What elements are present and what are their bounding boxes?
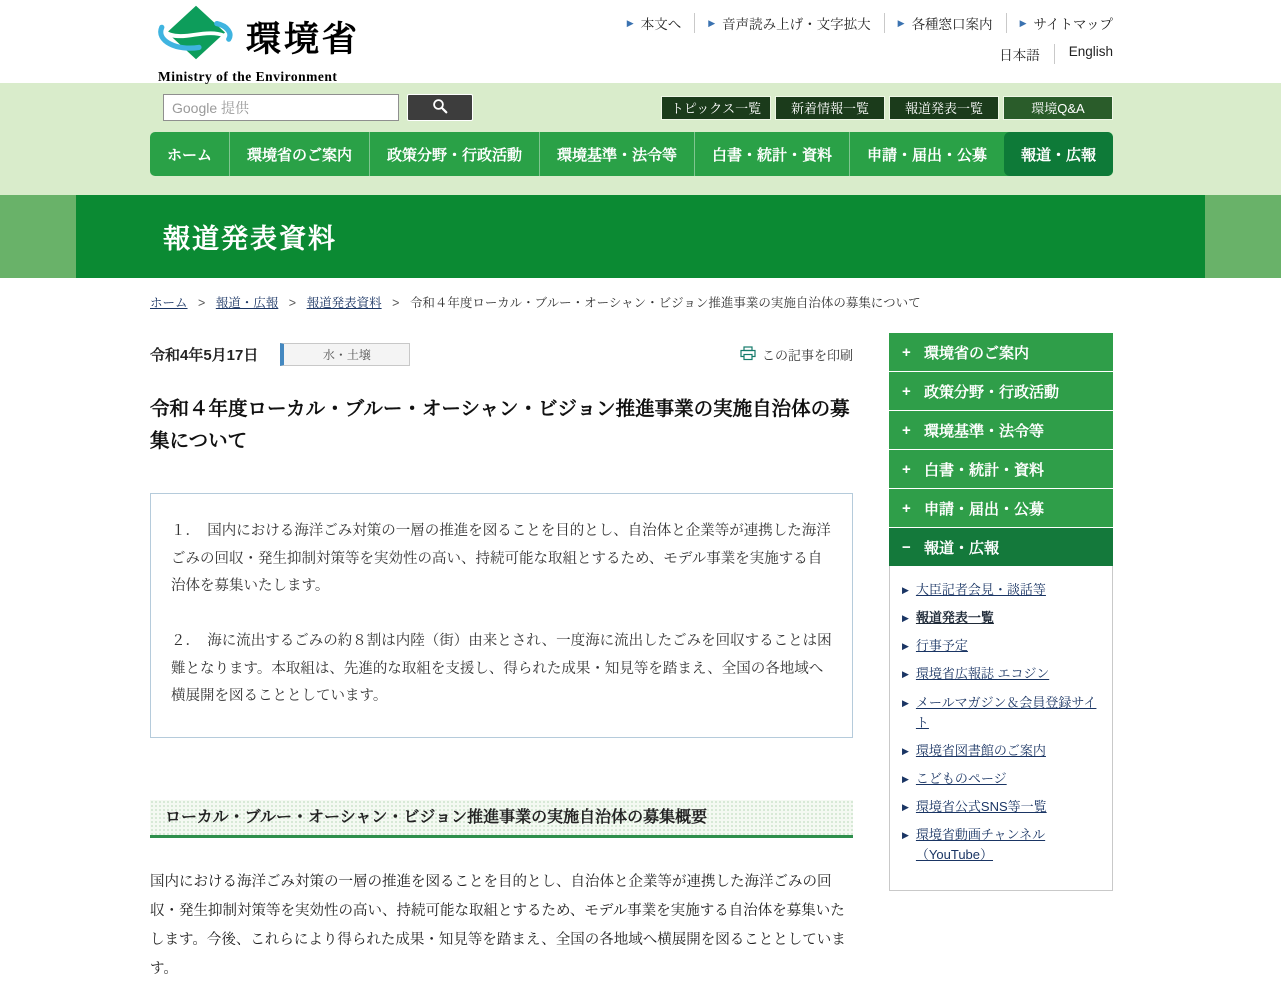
triangle-icon: ▶	[902, 641, 909, 652]
logo-kanji: 環境省	[246, 19, 361, 59]
press-release-list-button[interactable]: 報道発表一覧	[889, 96, 999, 120]
triangle-icon: ▶	[902, 669, 909, 680]
triangle-icon: ▶	[902, 585, 909, 595]
sidebar-category-label: 環境省のご案内	[924, 344, 1030, 362]
article-title: 令和４年度ローカル・ブルー・オーシャン・ビジョン推進事業の実施自治体の募集について	[150, 398, 850, 453]
utility-links	[614, 13, 1113, 33]
utility-link-voice[interactable]	[694, 13, 883, 33]
triangle-icon: ▶	[902, 802, 909, 813]
utility-link-label[interactable]: サイトマップ	[1033, 17, 1113, 32]
utility-link-sitemap[interactable]	[1006, 13, 1113, 33]
topics-list-button[interactable]: トピックス一覧	[661, 96, 771, 120]
quick-buttons	[661, 96, 1113, 120]
plus-icon: +	[902, 382, 911, 400]
page-title: 報道発表資料	[163, 224, 337, 254]
triangle-icon: ▶	[626, 17, 634, 28]
article-main	[150, 333, 853, 984]
breadcrumb-separator: >	[288, 296, 297, 310]
site-header	[0, 0, 1281, 83]
list-item[interactable]: ▶ 環境省動画チャンネル（YouTube）	[900, 825, 1104, 865]
nav-item-home[interactable]: ホーム	[166, 146, 212, 164]
breadcrumb-press-release[interactable]: 報道発表資料	[306, 296, 382, 310]
utility-link-madoguchi[interactable]	[884, 13, 1006, 33]
sidebar-category-policy[interactable]	[889, 372, 1113, 410]
moe-logo[interactable]	[158, 5, 360, 85]
list-item[interactable]: ▶ 報道発表一覧	[900, 608, 1104, 628]
main-navigation	[150, 132, 1113, 176]
breadcrumb-press[interactable]: 報道・広報	[215, 296, 279, 310]
list-item[interactable]: ▶ 大臣記者会見・談話等	[900, 580, 1104, 600]
minus-icon: −	[902, 538, 911, 556]
nav-item-applications[interactable]: 申請・届出・公募	[849, 132, 1004, 176]
nav-item-press[interactable]: 報道・広報	[1004, 132, 1113, 176]
triangle-icon: ▶	[902, 697, 909, 708]
triangle-icon: ▶	[897, 17, 905, 28]
summary-paragraph-2: ２． 海に流出するごみの約８割は内陸（街）由来とされ、一度海に流出したごみを回収することは困難となります。本取組は、先進的な取組を支援し、得られた成果・知見等を踏まえ、全国の各地域へ横展開を図ることとしています。	[171, 632, 832, 705]
sidebar-category-about[interactable]	[889, 333, 1113, 371]
printer-icon	[740, 346, 756, 364]
summary-box	[150, 493, 853, 737]
logo-english: Ministry of the Environment	[158, 69, 338, 84]
utility-link-label[interactable]: 音声読み上げ・文字拡大	[722, 17, 871, 32]
breadcrumb-current: 令和４年度ローカル・ブルー・オーシャン・ビジョン推進事業の実施自治体の募集について	[409, 296, 921, 310]
sidebar-category-label: 申請・届出・公募	[924, 500, 1045, 518]
sidebar-category-label: 政策分野・行政活動	[924, 383, 1060, 401]
search-icon	[432, 98, 448, 117]
breadcrumb-separator: >	[198, 296, 206, 310]
breadcrumb-home[interactable]: ホーム	[150, 296, 188, 310]
list-item[interactable]: ▶ 環境省公式SNS等一覧	[900, 797, 1104, 817]
list-item[interactable]: ▶ 環境省広報誌 エコジン	[900, 664, 1104, 684]
triangle-icon: ▶	[902, 830, 909, 841]
list-item[interactable]: ▶ こどものページ	[900, 769, 1104, 789]
nav-item-policy[interactable]: 政策分野・行政活動	[369, 132, 539, 176]
triangle-icon: ▶	[708, 17, 716, 28]
article-date: 令和4年5月17日	[150, 347, 259, 364]
utility-link-label[interactable]: 本文へ	[640, 17, 682, 32]
category-badge[interactable]: 水・土壌	[280, 343, 410, 366]
sidebar-sublinks	[889, 566, 1113, 891]
nav-item-whitepapers[interactable]: 白書・統計・資料	[694, 132, 849, 176]
triangle-icon: ▶	[1019, 17, 1027, 28]
plus-icon: +	[902, 460, 911, 478]
lang-japanese[interactable]: 日本語	[999, 48, 1040, 63]
sidebar-category-standards[interactable]	[889, 411, 1113, 449]
plus-icon: +	[902, 499, 911, 517]
site-search-input[interactable]	[163, 94, 399, 121]
language-switcher	[985, 44, 1113, 64]
list-item[interactable]: ▶ 行事予定	[900, 636, 1104, 656]
search-nav-band	[0, 83, 1281, 195]
utility-link-label[interactable]: 各種窓口案内	[911, 17, 993, 32]
section-heading: ローカル・ブルー・オーシャン・ビジョン推進事業の実施自治体の募集概要	[150, 800, 853, 838]
lang-english[interactable]: English	[1054, 44, 1113, 64]
list-item[interactable]: ▶ 環境省図書館のご案内	[900, 741, 1104, 761]
environment-qa-button[interactable]: 環境Q&A	[1003, 96, 1113, 120]
triangle-icon: ▶	[902, 613, 909, 624]
summary-paragraph-1: １． 国内における海洋ごみ対策の一層の推進を図ることを目的とし、自治体と企業等が連携した海洋ごみの回収・発生抑制対策等を実効性の高い、持続可能な取組とするため、モデル事業を実施する自治体を募集いたします。	[171, 523, 831, 595]
triangle-icon: ▶	[902, 773, 909, 784]
triangle-icon: ▶	[902, 745, 909, 756]
nav-item-about[interactable]: 環境省のご案内	[229, 132, 369, 176]
search-button[interactable]	[407, 94, 473, 121]
moe-logo-icon	[158, 5, 234, 68]
sidebar-category-label: 白書・統計・資料	[924, 461, 1045, 479]
plus-icon: +	[902, 343, 911, 361]
sidebar-category-label: 環境基準・法令等	[924, 422, 1045, 440]
section-body: 国内における海洋ごみ対策の一層の推進を図ることを目的とし、自治体と企業等が連携した海洋ごみの回収・発生抑制対策等を実効性の高い、持続可能な取組とするため、モデル事業を実施する自治体を募集いたします。今後、これらにより得られた成果・知見等を踏まえ、全国の各地域へ横展開を図ることとしています。	[150, 873, 846, 977]
utility-link-honbun[interactable]	[614, 13, 694, 33]
sidebar-category-press[interactable]	[889, 528, 1113, 566]
list-item[interactable]: ▶ メールマガジン＆会員登録サイト	[900, 693, 1104, 733]
breadcrumb	[150, 293, 1281, 311]
breadcrumb-separator: >	[392, 296, 400, 310]
page-banner	[0, 195, 1281, 278]
print-link-label: この記事を印刷	[761, 348, 853, 363]
nav-item-standards[interactable]: 環境基準・法令等	[539, 132, 694, 176]
sidebar-category-applications[interactable]	[889, 489, 1113, 527]
plus-icon: +	[902, 421, 911, 439]
print-article-link[interactable]	[740, 345, 853, 364]
new-info-list-button[interactable]: 新着情報一覧	[775, 96, 885, 120]
sidebar	[889, 333, 1113, 984]
sidebar-category-whitepapers[interactable]	[889, 450, 1113, 488]
sidebar-category-label: 報道・広報	[924, 539, 1000, 557]
